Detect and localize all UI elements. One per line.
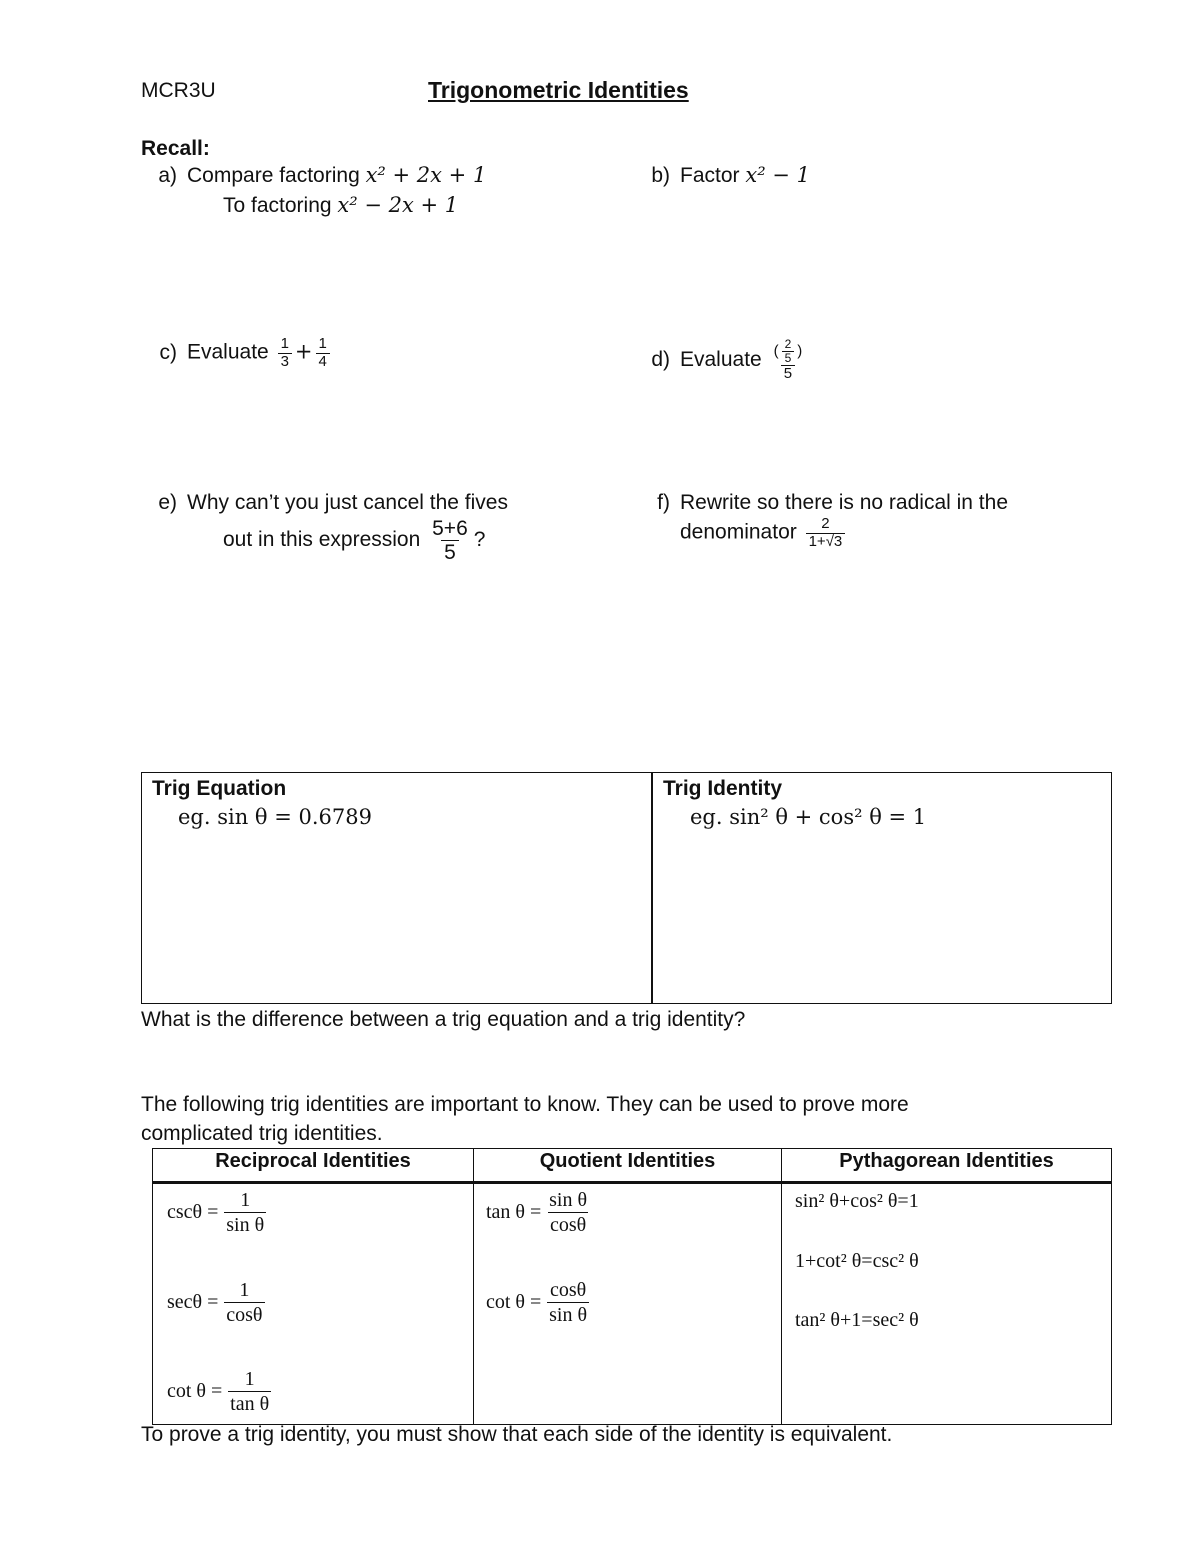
table-row <box>153 1183 1112 1425</box>
denominator: cosθ <box>226 1304 263 1326</box>
expression: x² − 2x + 1 <box>337 193 459 217</box>
inner-fraction: ( $\frac{2}{5}$ ) <box>773 337 803 366</box>
numerator: sin θ <box>549 1189 588 1211</box>
denominator: 1+√3 <box>806 533 846 551</box>
column-header: Pythagorean Identities <box>782 1149 1112 1183</box>
question-f <box>634 491 1008 515</box>
intro-line2: complicated trig identities. <box>141 1122 383 1145</box>
question-label: f) <box>657 491 670 514</box>
quotient-tan <box>486 1188 589 1237</box>
compound-fraction <box>771 338 806 383</box>
quotient-cot <box>486 1278 589 1327</box>
intro-line1: The following trig identities are important to know. They can be used to prove more <box>141 1093 909 1116</box>
fraction <box>547 1188 589 1237</box>
question-f-line2 <box>680 516 848 550</box>
pythagorean-cell <box>782 1183 1112 1425</box>
trig-identity-box <box>651 772 1112 1004</box>
question-f-text2: denominator <box>680 520 797 544</box>
question-e <box>141 491 508 515</box>
pythagorean-identity: tan² θ+1=sec² θ <box>795 1309 919 1331</box>
numerator: 2 <box>821 515 830 532</box>
trig-equation-example: eg. sin θ = 0.6789 <box>178 805 372 829</box>
question-d <box>634 338 808 383</box>
numerator: 2 <box>784 337 792 351</box>
identity-lhs: cscθ = <box>167 1201 219 1224</box>
question-a-text: Compare factoring <box>187 164 360 187</box>
fraction <box>429 517 471 564</box>
numerator: cosθ <box>549 1279 587 1301</box>
difference-question: What is the difference between a trig equation and a trig identity? <box>141 1008 746 1031</box>
trig-equation-title: Trig Equation <box>152 777 287 800</box>
identities-table <box>152 1148 1112 1425</box>
denominator: 3 <box>278 353 292 371</box>
identity-lhs: cot θ = <box>486 1291 542 1314</box>
question-a-line2 <box>223 193 458 218</box>
table-header-row <box>153 1149 1112 1183</box>
trig-identity-title: Trig Identity <box>663 777 783 800</box>
reciprocal-cell <box>153 1183 474 1425</box>
pythagorean-identity: sin² θ+cos² θ=1 <box>795 1190 919 1212</box>
pythagorean-identity: 1+cot² θ=csc² θ <box>795 1250 919 1272</box>
course-code: MCR3U <box>141 79 216 102</box>
denominator: 5 <box>782 351 795 365</box>
expression: x² − 1 <box>745 163 810 187</box>
denominator: cosθ <box>549 1214 587 1236</box>
identity-lhs: secθ = <box>167 1291 219 1314</box>
question-f-text: Rewrite so there is no radical in the <box>680 491 1008 514</box>
reciprocal-sec <box>167 1278 265 1327</box>
numerator: 1 <box>280 335 289 352</box>
denominator: tan θ <box>230 1393 270 1415</box>
denominator: 5 <box>441 540 459 564</box>
question-label: c) <box>159 340 177 364</box>
numerator: 1 <box>244 1368 255 1390</box>
column-header: Quotient Identities <box>474 1149 782 1183</box>
reciprocal-cot <box>167 1367 271 1416</box>
reciprocal-csc <box>167 1188 266 1237</box>
identity-lhs: tan θ = <box>486 1201 542 1224</box>
denominator: sin θ <box>226 1214 265 1236</box>
fraction <box>224 1188 266 1237</box>
question-e-text: Why can’t you just cancel the fives <box>187 491 508 514</box>
plus-sign: + <box>294 339 313 364</box>
fraction <box>547 1278 589 1327</box>
page-title: Trigonometric Identities <box>428 77 689 103</box>
numerator: 1 <box>318 335 327 352</box>
fraction <box>806 516 846 550</box>
fraction <box>228 1367 271 1416</box>
column-header: Reciprocal Identities <box>153 1149 474 1183</box>
question-d-text: Evaluate <box>680 347 762 371</box>
denominator: sin θ <box>549 1304 588 1326</box>
fraction <box>278 336 292 370</box>
question-c-text: Evaluate <box>187 340 269 364</box>
numerator: 5+6 <box>432 517 468 540</box>
expression: x² + 2x + 1 <box>365 163 487 187</box>
trig-identity-example: eg. sin² θ + cos² θ = 1 <box>690 805 927 829</box>
question-e-line2 <box>223 517 485 564</box>
question-label: e) <box>158 491 177 514</box>
question-mark: ? <box>473 528 486 552</box>
denominator: 4 <box>316 353 330 371</box>
footer-note: To prove a trig identity, you must show that each side of the identity is equivalent. <box>141 1423 893 1446</box>
question-label: a) <box>158 164 177 187</box>
trig-equation-box <box>141 772 653 1004</box>
fraction <box>224 1278 264 1327</box>
numerator: 1 <box>239 1279 250 1301</box>
question-a-text2: To factoring <box>223 194 332 217</box>
denominator: 5 <box>781 365 795 383</box>
question-e-text2: out in this expression <box>223 528 421 552</box>
question-b <box>634 163 810 188</box>
numerator: 1 <box>240 1189 251 1211</box>
quotient-cell <box>474 1183 782 1425</box>
identity-lhs: cot θ = <box>167 1380 223 1403</box>
question-label: d) <box>651 347 670 371</box>
question-b-text: Factor <box>680 164 740 187</box>
recall-heading: Recall: <box>141 137 210 160</box>
question-a <box>141 163 486 188</box>
question-c <box>141 336 333 370</box>
question-label: b) <box>651 164 670 187</box>
fraction <box>316 336 330 370</box>
